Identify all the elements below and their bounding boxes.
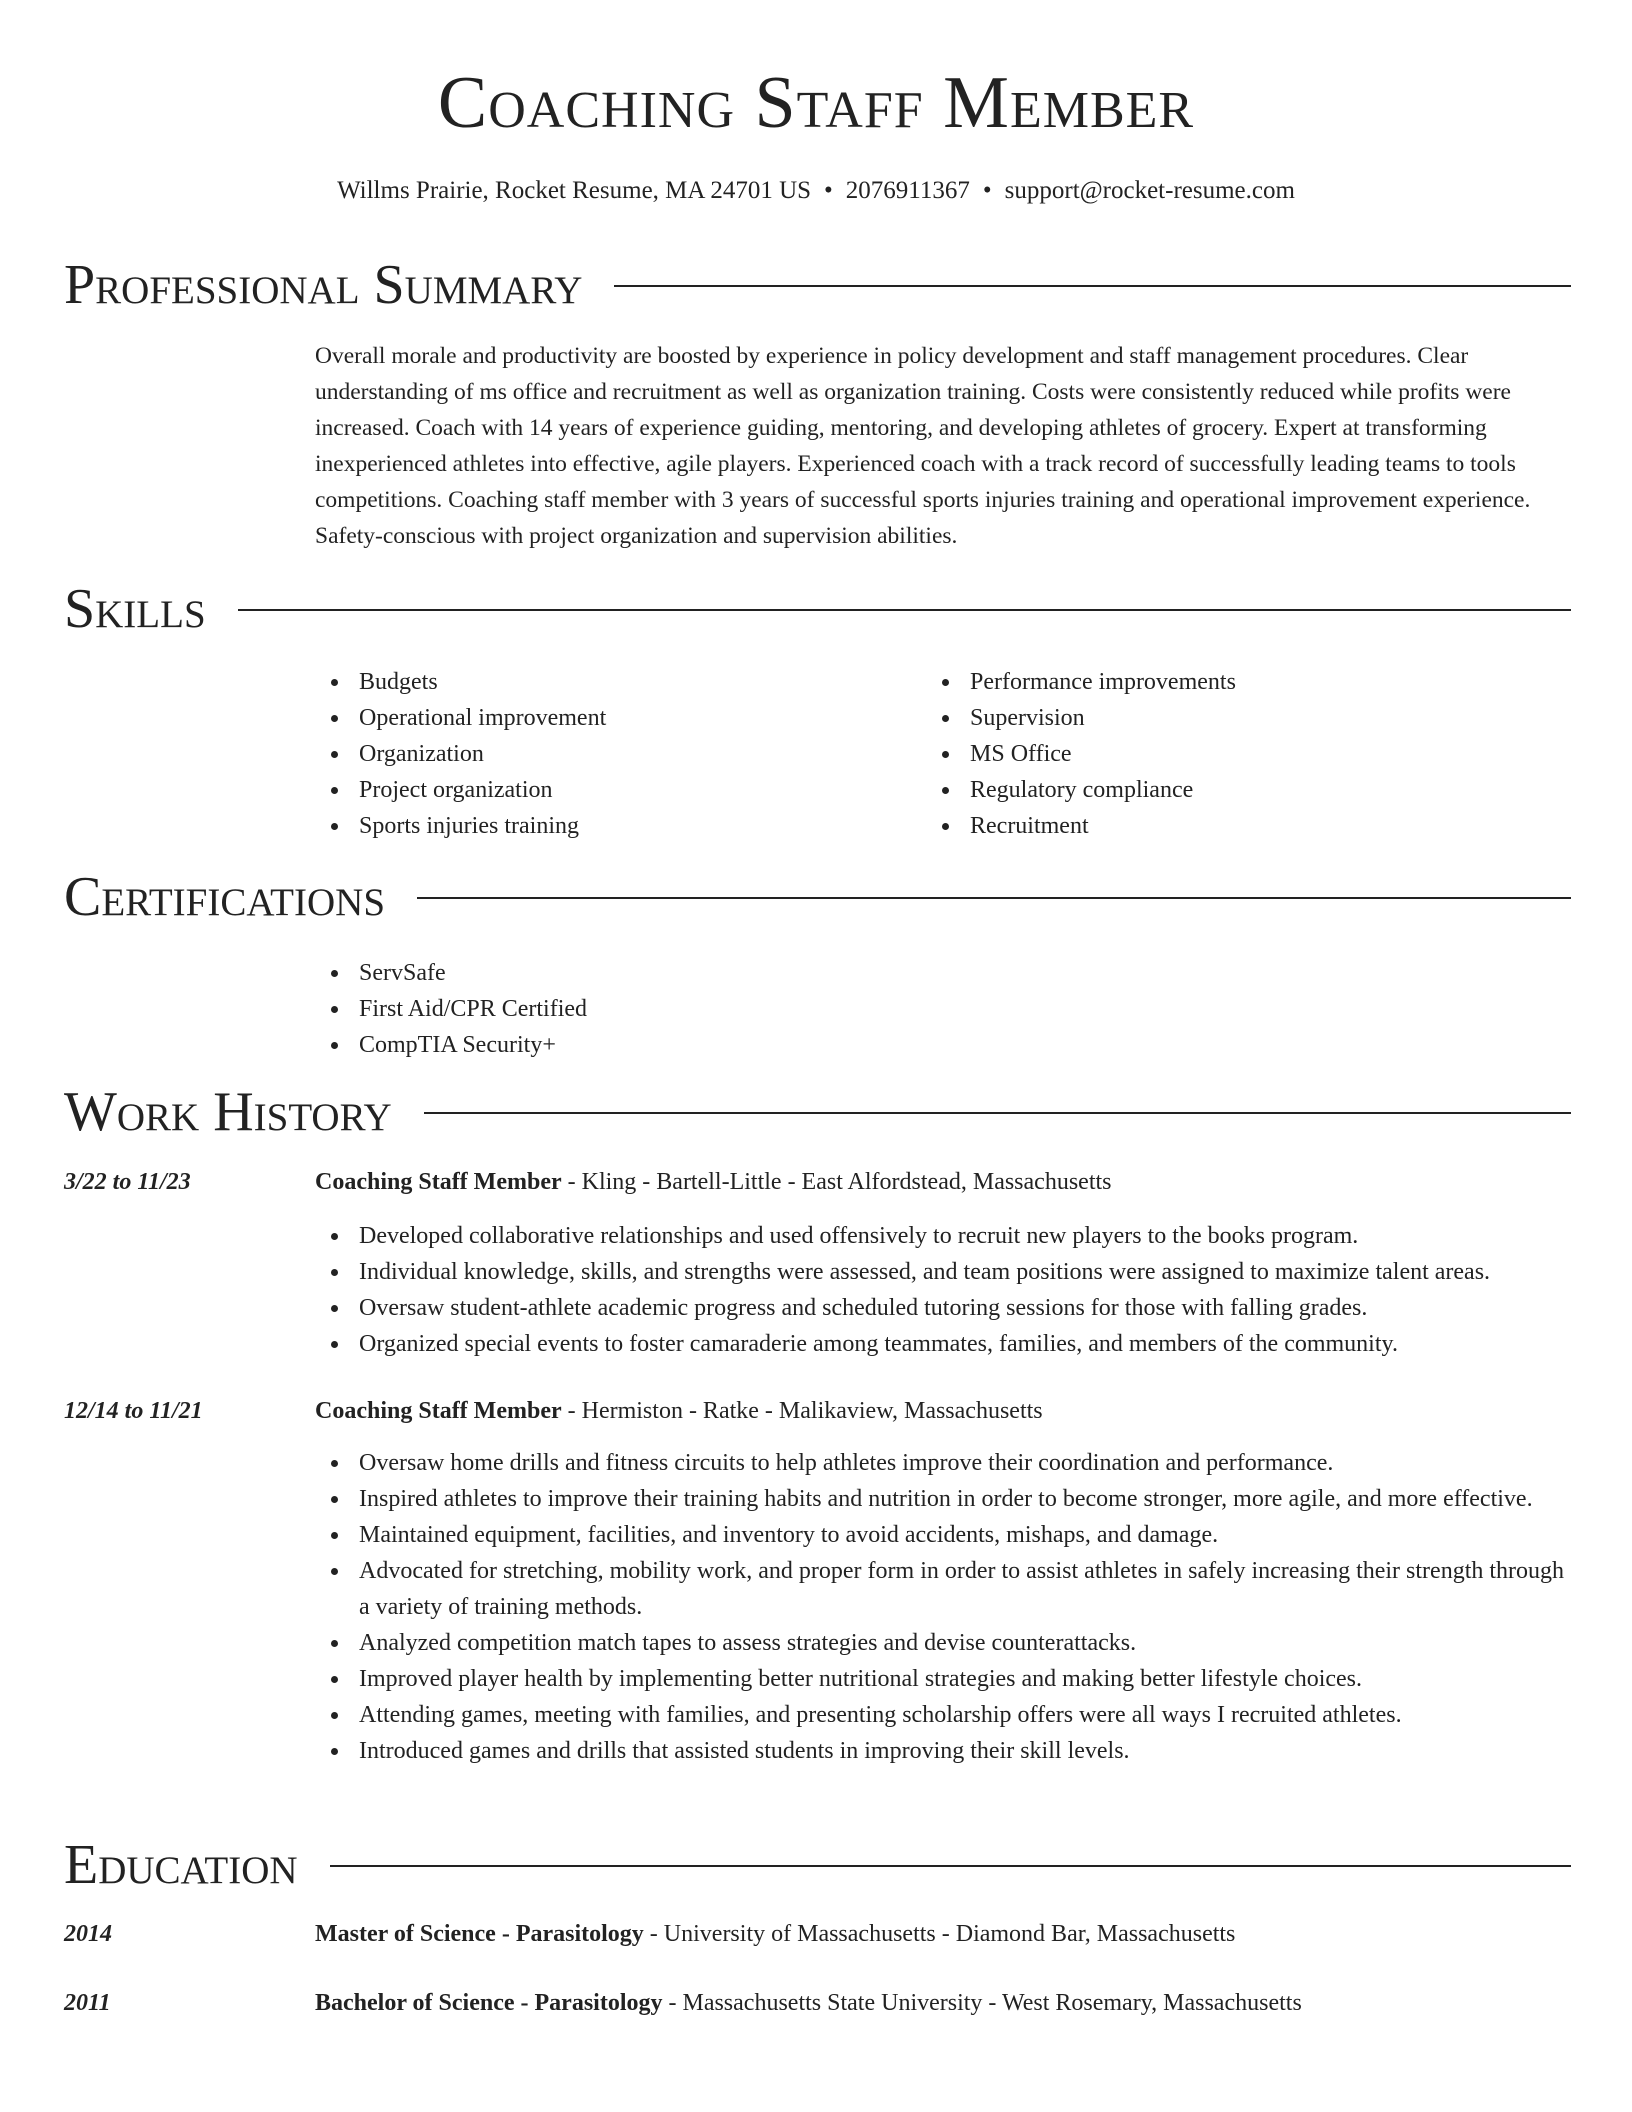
education-degree: Master of Science - Parasitology [315, 1921, 644, 1947]
certification-item: ServSafe [315, 955, 1115, 991]
section-divider [424, 1112, 1571, 1114]
skills-section-title: Skills [64, 578, 206, 640]
job-duty-item: Developed collaborative relationships and used offensively to recruit new players to the books program. [315, 1218, 1575, 1254]
section-divider [330, 1865, 1571, 1867]
job-duties-list [315, 1445, 1575, 1769]
skill-item: MS Office [926, 736, 1526, 772]
contact-separator: • [824, 177, 833, 204]
job-duty-item: Inspired athletes to improve their training habits and nutrition in order to become stronger, more agile, and more effective. [315, 1481, 1575, 1517]
work-section-title: Work History [64, 1081, 392, 1143]
job-title: Coaching Staff Member [315, 1169, 562, 1195]
education-school: - University of Massachusetts - Diamond Bar, Massachusetts [643, 1921, 1236, 1947]
candidate-name: Coaching Staff Member [437, 62, 1195, 144]
contact-address: Willms Prairie, Rocket Resume, MA 24701 US [337, 177, 812, 204]
certification-item: CompTIA Security+ [315, 1027, 1115, 1063]
education-entry [315, 1985, 1302, 2021]
certifications-section-header [64, 862, 1571, 932]
job-duty-item: Oversaw home drills and fitness circuits to help athletes improve their coordination and performance. [315, 1445, 1575, 1481]
certifications-list [315, 955, 1115, 1063]
skills-left-column [315, 664, 915, 844]
certifications-list-wrapper [315, 955, 1115, 1063]
summary-section-header [64, 250, 1571, 320]
contact-separator: • [982, 177, 992, 204]
skills-list-right [926, 664, 1526, 844]
job-duty-item: Maintained equipment, facilities, and inventory to avoid accidents, mishaps, and damage. [315, 1517, 1575, 1553]
summary-text: Overall morale and productivity are boosted by experience in policy development and staff management procedures. Clear understanding of ms office and recruitment as well as organization training. Costs were consistently reduced while profits were increased. Coach with 14 years of experience guiding, mentoring, and developing athletes of grocery. Expert at transforming inexperienced athletes into effective, agile players. Experienced coach with a track record of successfully leading teams to tools competitions. Coaching staff member with 3 years of successful sports injuries training and operational improvement experience. Safety-conscious with project organization and supervision abilities. [315, 343, 1531, 549]
certification-item: First Aid/CPR Certified [315, 991, 1115, 1027]
summary-section-title: Professional Summary [64, 254, 583, 316]
contact-email: support@rocket-resume.com [1004, 177, 1295, 204]
job-heading [315, 1164, 1112, 1200]
contact-phone: 2076911367 [845, 177, 970, 204]
section-divider [238, 609, 1571, 611]
job-duty-item: Organized special events to foster camaraderie among teammates, families, and members of the community. [315, 1326, 1575, 1362]
skills-right-column [926, 664, 1526, 844]
skill-item: Performance improvements [926, 664, 1526, 700]
job-duty-item: Individual knowledge, skills, and strengths were assessed, and team positions were assigned to maximize talent areas. [315, 1254, 1575, 1290]
skills-section-header [64, 574, 1571, 644]
education-section-title: Education [64, 1834, 298, 1896]
job-duty-item: Attending games, meeting with families, and presenting scholarship offers were all ways I recruited athletes. [315, 1697, 1575, 1733]
skill-item: Operational improvement [315, 700, 915, 736]
education-degree: Bachelor of Science - Parasitology [315, 1990, 663, 2016]
job-dates: 3/22 to 11/23 [64, 1169, 191, 1195]
education-section-header [64, 1830, 1571, 1900]
job-employer: - Hermiston - Ratke - Malikaview, Massachusetts [561, 1398, 1043, 1424]
section-divider [417, 897, 1571, 899]
job-heading [315, 1393, 1043, 1429]
job-duty-item: Introduced games and drills that assisted students in improving their skill levels. [315, 1733, 1575, 1769]
education-year: 2011 [64, 1990, 111, 2016]
certifications-section-title: Certifications [64, 866, 386, 928]
skill-item: Organization [315, 736, 915, 772]
job-duty-item: Improved player health by implementing better nutritional strategies and making better lifestyle choices. [315, 1661, 1575, 1697]
contact-line [0, 174, 1632, 208]
education-year: 2014 [64, 1921, 112, 1947]
job-employer: - Kling - Bartell-Little - East Alfordstead, Massachusetts [561, 1169, 1112, 1195]
job-duty-item: Analyzed competition match tapes to assess strategies and devise counterattacks. [315, 1625, 1575, 1661]
job-duty-item: Oversaw student-athlete academic progress and scheduled tutoring sessions for those with falling grades. [315, 1290, 1575, 1326]
education-school: - Massachusetts State University - West Rosemary, Massachusetts [662, 1990, 1302, 2016]
section-divider [614, 285, 1571, 287]
skill-item: Regulatory compliance [926, 772, 1526, 808]
skill-item: Recruitment [926, 808, 1526, 844]
skill-item: Project organization [315, 772, 915, 808]
skill-item: Budgets [315, 664, 915, 700]
skills-list-left [315, 664, 915, 844]
job-title: Coaching Staff Member [315, 1398, 562, 1424]
job-duties [315, 1218, 1575, 1362]
work-section-header [64, 1077, 1571, 1147]
job-duty-item: Advocated for stretching, mobility work, and proper form in order to assist athletes in safely increasing their strength through a variety of training methods. [315, 1553, 1575, 1625]
skill-item: Sports injuries training [315, 808, 915, 844]
skill-item: Supervision [926, 700, 1526, 736]
job-duties-list [315, 1218, 1575, 1362]
education-entry [315, 1916, 1235, 1952]
job-duties [315, 1445, 1575, 1769]
job-dates: 12/14 to 11/21 [64, 1398, 203, 1424]
